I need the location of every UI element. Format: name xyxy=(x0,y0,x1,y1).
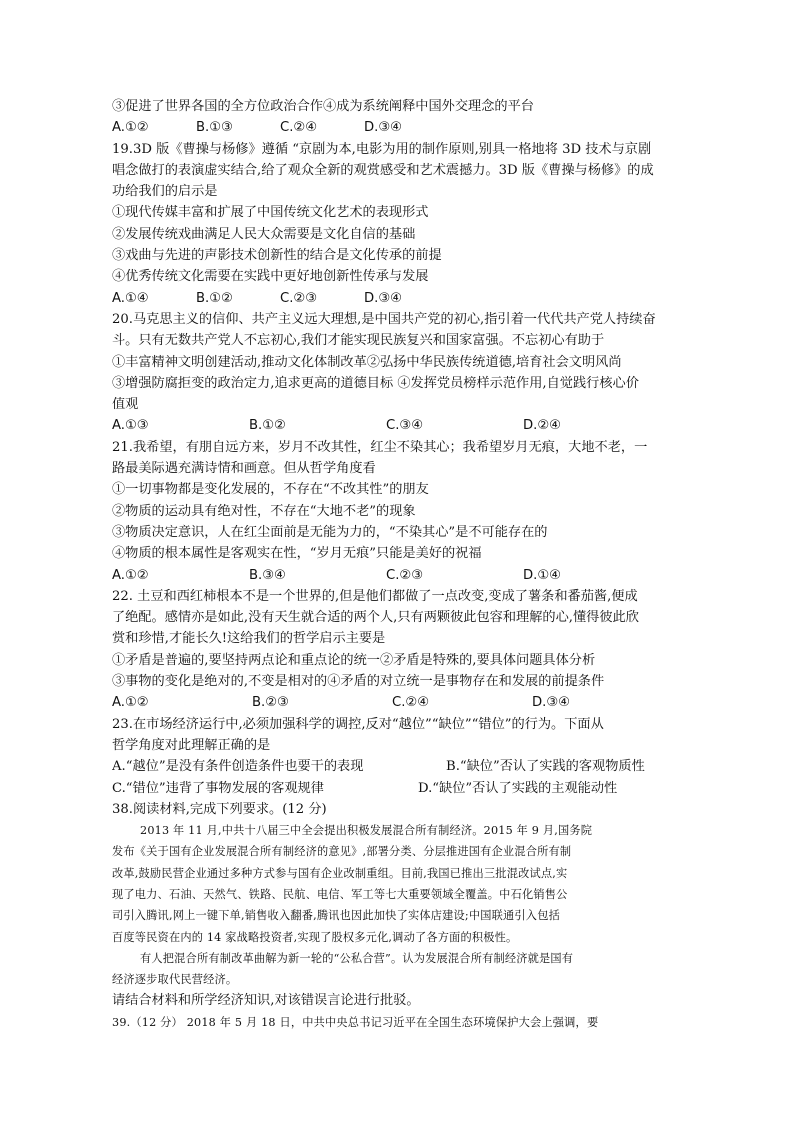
option-a: A.①② xyxy=(112,567,149,583)
question-20 xyxy=(112,309,684,437)
q38-material-line: 司引入腾讯,网上一键下单,销售收入翻番,腾讯也因此加快了实体店建设;中国联通引入包括 xyxy=(112,909,560,923)
q38-material-line: 2013 年 11 月,中共十八届三中全会提出积极发展混合所有制经济。2015 年 9 月,国务院 xyxy=(140,824,593,838)
question-39 xyxy=(112,1012,684,1033)
q21-item: ②物质的运动具有绝对性，不存在“大地不老”的现象 xyxy=(112,503,416,519)
option-d: D.①④ xyxy=(523,567,561,583)
q22-item: ①矛盾是普遍的,要坚持两点论和重点论的统一②矛盾是特殊的,要具体问题具体分析 xyxy=(112,652,596,668)
option-c: C.③④ xyxy=(386,418,424,434)
option-c: C.②③ xyxy=(386,567,424,583)
option-a: A.①③ xyxy=(112,418,149,434)
q22-stem-line: 了绝配。感情亦是如此,没有天生就合适的两个人,只有两颗彼此包容和理解的心,懂得彼此欣 xyxy=(112,610,639,626)
q38-title: 38.阅读材料,完成下列要求。(12 分) xyxy=(112,801,327,817)
option-c: C.②④ xyxy=(392,695,430,711)
option-d: D.③④ xyxy=(364,120,402,136)
q19-options xyxy=(112,288,684,309)
option-d: D.③④ xyxy=(364,290,402,306)
q23-stem-line: 23.在市场经济运行中,必须加强科学的调控,反对“越位”“缺位”“错位”的行为。下面从 xyxy=(112,716,604,732)
q19-item: ④优秀传统文化需要在实践中更好地创新性传承与发展 xyxy=(112,269,429,285)
option-b: B.③④ xyxy=(249,567,286,583)
option-b: B.“缺位”否认了实践的客观物质性 xyxy=(446,759,645,775)
q21-item: ①一切事物都是变化发展的，不存在“不改其性”的朋友 xyxy=(112,482,429,498)
q19-stem-line: 19.3D 版《曹操与杨修》遵循 “京剧为本,电影为用的制作原则,别具一格地将 3D 技术与京剧 xyxy=(112,141,652,157)
option-a: A.“越位”是没有条件创造条件也要干的表现 xyxy=(112,759,364,775)
q19-item: ①现代传媒丰富和扩展了中国传统文化艺术的表现形式 xyxy=(112,205,429,221)
q19-stem-line: 功给我们的启示是 xyxy=(112,184,218,200)
option-d: D.“缺位”否认了实践的主观能动性 xyxy=(418,780,618,796)
option-d: D.③④ xyxy=(532,695,570,711)
q20-item: ③增强防腐拒变的政治定力,追求更高的道德目标 ④发挥党员榜样示范作用,自觉践行核心价 xyxy=(112,375,639,391)
q38-material-line: 现了电力、石油、天然气、铁路、民航、电信、军工等七大重要领域全覆盖。中石化销售公 xyxy=(112,887,568,901)
question-19 xyxy=(112,139,684,309)
q19-item: ③戏曲与先进的声影技术创新性的结合是文化传承的前提 xyxy=(112,248,442,264)
q22-stem-line: 赏和珍惜,才能长久!这给我们的哲学启示主要是 xyxy=(112,631,386,647)
option-b: B.①③ xyxy=(196,120,233,136)
q38-material-line: 经济逐步取代民营经济。 xyxy=(112,973,238,987)
question-22 xyxy=(112,586,684,714)
q38-material-line: 有人把混合所有制改革曲解为新一轮的“公私合营”。认为发展混合所有制经济就是国有 xyxy=(140,951,574,965)
option-a: A.①④ xyxy=(112,290,149,306)
q21-item: ④物质的根本属性是客观实在性，“岁月无痕”只能是美好的祝福 xyxy=(112,546,482,562)
q20-stem-line: 斗。只有无数共产党人不忘初心,我们才能实现民族复兴和国家富强。不忘初心有助于 xyxy=(112,333,605,349)
q20-item: 值观 xyxy=(112,397,139,413)
option-c: C.②③ xyxy=(280,290,318,306)
question-23 xyxy=(112,714,684,799)
q18-options xyxy=(112,117,684,138)
q21-stem-line: 21.我希望，有朋自远方来，岁月不改其性，红尘不染其心；我希望岁月无痕，大地不老，一 xyxy=(112,439,648,455)
option-c: C.②④ xyxy=(280,120,318,136)
q38-material-line: 改革,鼓励民营企业通过多种方式参与国有企业改制重组。目前,我国已推出三批混改试点,实 xyxy=(112,866,568,880)
q22-options xyxy=(112,692,684,713)
q22-item: ③事物的变化是绝对的,不变是相对的④矛盾的对立统一是事物存在和发展的前提条件 xyxy=(112,674,605,690)
q38-question: 请结合材料和所学经济知识,对该错误言论进行批驳。 xyxy=(112,993,420,1009)
option-c: C.“错位”违背了事物发展的客观规律 xyxy=(112,780,324,796)
option-a: A.①② xyxy=(112,695,149,711)
q20-stem-line: 20.马克思主义的信仰、共产主义远大理想,是中国共产党的初心,指引着一代代共产党人持续奋 xyxy=(112,311,656,327)
q23-options-row xyxy=(112,756,684,777)
option-b: B.①② xyxy=(196,290,233,306)
question-21 xyxy=(112,437,684,586)
option-b: B.①② xyxy=(249,418,286,434)
q38-material-line: 百度等民资在内的 14 家战略投资者,实现了股权多元化,调动了各方面的积极性。 xyxy=(112,930,518,944)
q19-item: ②发展传统戏曲满足人民大众需要是文化自信的基础 xyxy=(112,226,416,242)
question-38 xyxy=(112,799,684,1012)
q38-material-line: 发布《关于国有企业发展混合所有制经济的意见》,部署分类、分层推进国有企业混合所有制 xyxy=(112,845,572,859)
q21-item: ③物质决定意识，人在红尘面前是无能为力的，“不染其心”是不可能存在的 xyxy=(112,524,548,540)
q21-stem-line: 路最美际遇充满诗情和画意。但从哲学角度看 xyxy=(112,461,376,477)
q39-first-line: 39.（12 分） 2018 年 5 月 18 日，中共中央总书记习近平在全国生态环境保护大会上强调，要 xyxy=(112,1015,599,1029)
q20-options xyxy=(112,415,684,436)
q19-stem-line: 唱念做打的表演虚实结合,给了观众全新的观赏感受和艺术震撼力。3D 版《曹操与杨修》的成 xyxy=(112,162,654,178)
q21-options xyxy=(112,565,684,586)
option-b: B.②③ xyxy=(252,695,289,711)
q20-item: ①丰富精神文明创建活动,推动文化体制改革②弘扬中华民族传统道德,培育社会文明风尚 xyxy=(112,354,622,370)
q23-stem-line: 哲学角度对此理解正确的是 xyxy=(112,737,271,753)
option-d: D.②④ xyxy=(523,418,561,434)
exam-page xyxy=(112,96,684,1033)
q18-item-line: ③促进了世界各国的全方位政治合作④成为系统阐释中国外交理念的平台 xyxy=(112,99,534,114)
option-a: A.①② xyxy=(112,120,149,136)
q22-stem-line: 22. 土豆和西红柿根本不是一个世界的,但是他们都做了一点改变,变成了薯条和番茄酱,便成 xyxy=(112,588,638,604)
q23-options-row xyxy=(112,778,684,799)
